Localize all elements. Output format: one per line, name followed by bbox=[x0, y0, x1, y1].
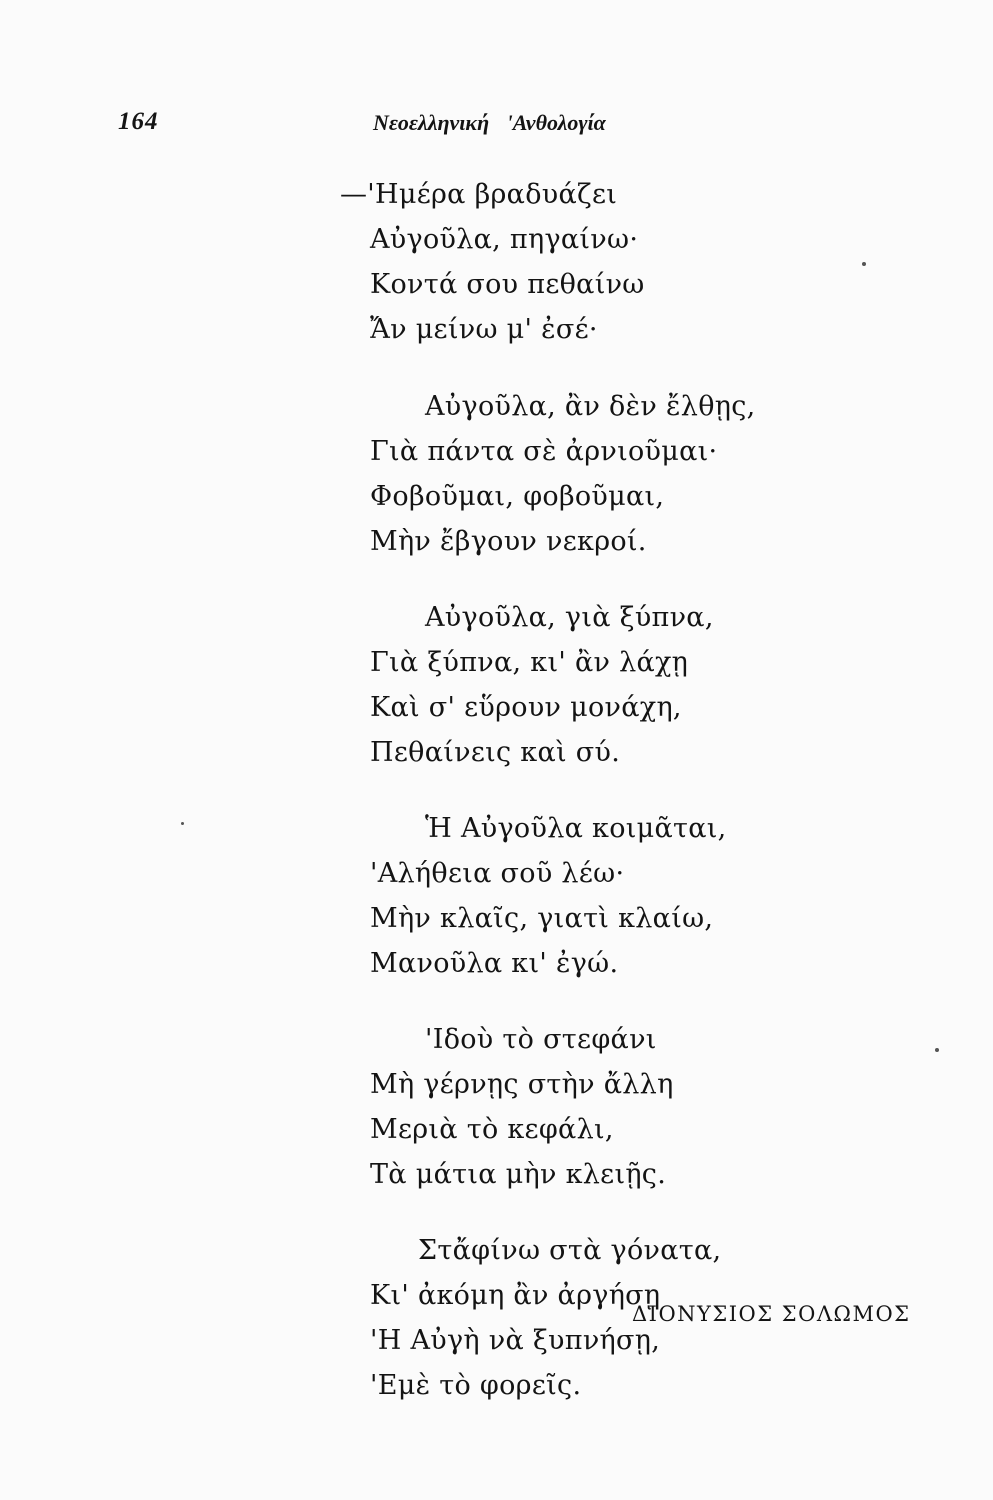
author-signature: ΔΙΟΝΥΣΙΟΣ ΣΟΛΩΜΟΣ bbox=[632, 1302, 911, 1326]
poem-line: Μανοῦλα κι' ἐγώ. bbox=[370, 948, 619, 979]
poem-line: Στἄφίνω στὰ γόνατα, bbox=[418, 1235, 722, 1266]
poem-line: Τὰ μάτια μὴν κλειῇς. bbox=[370, 1159, 667, 1190]
poem-line: 'Η Αὐγὴ νὰ ξυπνήσῃ, bbox=[370, 1325, 661, 1356]
print-speck bbox=[862, 262, 866, 266]
poem-line: Μὴ γέρνῃς στὴν ἄλλη bbox=[370, 1069, 674, 1100]
poem-line: Αὐγοῦλα, ἂν δὲν ἔλθῃς, bbox=[425, 391, 756, 422]
poem bbox=[0, 172, 993, 1408]
poem-line: —'Ημέρα βραδυάζει bbox=[340, 179, 618, 210]
poem-line: Καὶ σ' εὕρουν μονάχη, bbox=[370, 692, 682, 723]
poem-line: Αὐγοῦλα, πηγαίνω· bbox=[370, 224, 639, 255]
running-title: Νεοελληνική 'Ανθολογία bbox=[373, 110, 606, 135]
poem-line: 'Ιδοὺ τὸ στεφάνι bbox=[425, 1024, 657, 1055]
page-number: 164 bbox=[118, 108, 159, 135]
page-header bbox=[0, 108, 993, 148]
poem-line: Κοντά σου πεθαίνω bbox=[370, 269, 645, 300]
stanza bbox=[0, 1017, 993, 1197]
poem-line: Ἡ Αὐγοῦλα κοιμᾶται, bbox=[425, 813, 727, 844]
print-speck bbox=[935, 1048, 939, 1052]
stanza bbox=[0, 384, 993, 564]
stanza bbox=[0, 595, 993, 775]
stanza bbox=[0, 172, 993, 352]
poem-line: Φοβοῦμαι, φοβοῦμαι, bbox=[370, 481, 665, 512]
poem-line: Αὐγοῦλα, γιὰ ξύπνα, bbox=[425, 602, 714, 633]
poem-line: Μεριὰ τὸ κεφάλι, bbox=[370, 1114, 614, 1145]
poem-line: Ἄν μείνω μ' ἐσέ· bbox=[370, 314, 598, 345]
poem-line: Μὴν ἔβγουν νεκροί. bbox=[370, 526, 647, 557]
print-speck bbox=[181, 822, 184, 825]
poem-line: Γιὰ πάντα σὲ ἀρνιοῦμαι· bbox=[370, 436, 718, 467]
poem-line: Πεθαίνεις καὶ σύ. bbox=[370, 737, 621, 768]
poem-line: Γιὰ ξύπνα, κι' ἂν λάχῃ bbox=[370, 647, 689, 678]
poem-line: 'Εμὲ τὸ φορεῖς. bbox=[370, 1370, 582, 1401]
poem-line: Μὴν κλαῖς, γιατὶ κλαίω, bbox=[370, 903, 714, 934]
stanza bbox=[0, 806, 993, 986]
poem-line: 'Αλήθεια σοῦ λέω· bbox=[370, 858, 625, 889]
poem-line: Κι' ἀκόμη ἂν ἀργήσῃ bbox=[370, 1280, 661, 1311]
